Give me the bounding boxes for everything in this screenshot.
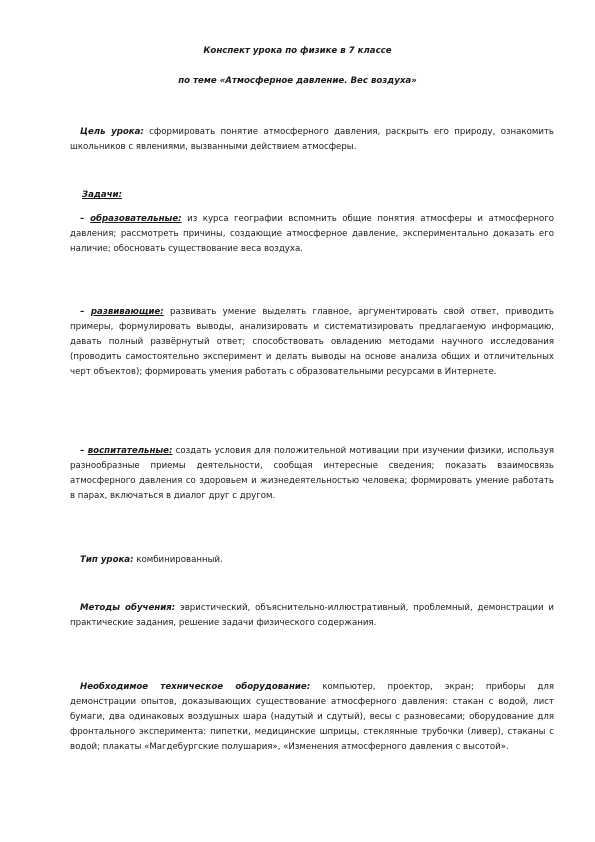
tasks-heading: Задачи: bbox=[82, 190, 123, 200]
upbringing-label: воспитательные: bbox=[87, 446, 173, 456]
developing-paragraph: – развивающие: развивать умение выделять главное, аргументировать свой ответ, приводить примеры, формулировать выводы, анализировать и систематизировать предлагаемую информацию, давать полный развёрнутый ответ; способствовать овладению методами научного исследования (проводить самостоятельно эксперимент и делать выводы на основе анализа общих и отличительных черт объектов); формировать умения работать с образовательными ресурсами в Интернете. bbox=[70, 307, 554, 377]
equipment-text: компьютер, проектор, экран; приборы для демонстрации опытов, доказывающих существование атмосферного давления: стакан с водой, лист бумаги, два одинаковых воздушных шара (надутый и сдутый), весы с разновесами; оборудование для фронтального эксперимента: пипетки, медицинские шприцы, стеклянные трубочки (ливер), стаканы с водой; плакаты «Магдебургские полушария», «Изменения атмосферного давления с высотой». bbox=[70, 682, 554, 752]
equipment-paragraph bbox=[70, 680, 554, 755]
goal-text: сформировать понятие атмосферного давления, раскрыть его природу, ознакомить школьников с явлениями, вызванными действием атмосферы. bbox=[70, 127, 554, 152]
goal-paragraph bbox=[70, 125, 554, 155]
goal-label: Цель урока: bbox=[80, 127, 144, 137]
educational-text: из курса географии вспомнить общие понятия атмосферы и атмосферного давления; рассмотреть причины, создающие атмосферное давление, экспериментально доказать его наличие; обосновать существование веса воздуха. bbox=[70, 214, 554, 254]
developing-label: развивающие: bbox=[90, 307, 164, 317]
developing-text: развивать умение выделять главное, аргументировать свой ответ, приводить примеры, формулировать выводы, анализировать и систематизировать предлагаемую информацию, давать полный развёрнутый ответ; способствовать овладению методами научного исследования (проводить самостоятельно эксперимент и делать выводы на основе анализа общих и отличительных черт объектов); формировать умения работать с образовательными ресурсами в Интернете. bbox=[70, 307, 554, 377]
document-subtitle: по теме «Атмосферное давление. Вес воздуха» bbox=[178, 76, 417, 86]
methods-text: эвристический, объяснительно-иллюстративный, проблемный, демонстрации и практические задания, решение задачи физического содержания. bbox=[70, 603, 554, 628]
equipment-label: Необходимое техническое оборудование: bbox=[80, 682, 311, 692]
lesson-type-paragraph bbox=[70, 553, 554, 568]
educational-label: образовательные: bbox=[90, 214, 182, 224]
upbringing-text: создать условия для положительной мотивации при изучении физики, используя разнообразные приемы деятельности, сообщая интересные сведения; показать взаимосвязь атмосферного давления со здоровьем и жизнедеятельностью человека; формировать умение работать в парах, включаться в диалог друг с другом. bbox=[70, 446, 554, 501]
lesson-type-label: Тип урока: bbox=[80, 555, 134, 565]
lesson-type-text: комбинированный. bbox=[133, 555, 223, 565]
methods-label: Методы обучения: bbox=[80, 603, 176, 613]
methods-paragraph bbox=[70, 601, 554, 631]
document-title: Конспект урока по физике в 7 классе bbox=[203, 46, 392, 56]
educational-paragraph: – образовательные: из курса географии вспомнить общие понятия атмосферы и атмосферного давления; рассмотреть причины, создающие атмосферное давление, экспериментально доказать его наличие; обосновать существование веса воздуха. bbox=[70, 214, 554, 254]
upbringing-paragraph: – воспитательные: создать условия для положительной мотивации при изучении физики, используя разнообразные приемы деятельности, сообщая интересные сведения; показать взаимосвязь атмосферного давления со здоровьем и жизнедеятельностью человека; формировать умение работать в парах, включаться в диалог друг с другом. bbox=[70, 446, 554, 501]
